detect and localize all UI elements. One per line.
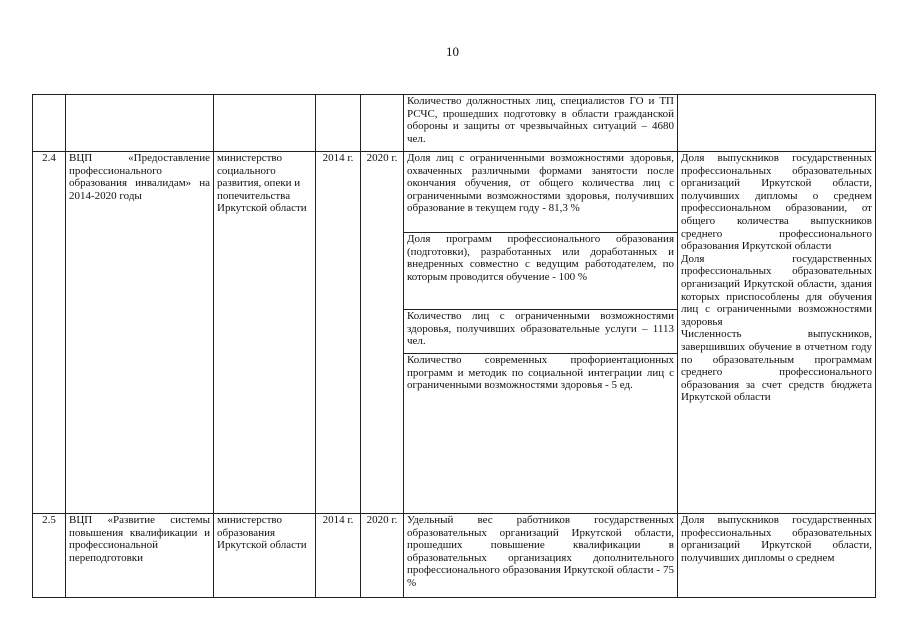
target-item: Количество лиц с ограниченными возможностями здоровья, получивших образовательные услуги – 1113 чел. (404, 309, 677, 353)
indicator-cell (678, 95, 876, 152)
program-cell (66, 95, 214, 152)
executor-cell: министерство образования Иркутской области (214, 514, 316, 598)
end-cell (361, 95, 404, 152)
indicator-item: Доля выпускников государственных профессиональных образовательных организаций Иркутской области, получивших дипломы о среднем профессиональном образовании, от общего количества выпускников среднего профессионального образования Иркутской области (681, 152, 872, 253)
num-cell: 2.4 (33, 152, 66, 514)
target-cell: Количество должностных лиц, специалистов ГО и ТП РСЧС, прошедших подготовку в области гражданской обороны и защиты от чрезвычайных ситуаций – 4680 чел. (404, 95, 678, 152)
start-cell (316, 95, 361, 152)
target-item: Доля лиц с ограниченными возможностями здоровья, охваченных различными формами занятости после окончания обучения, от общего количества лиц с ограниченными возможностями здоровья, получивших образование в текущем году - 81,3 % (407, 152, 674, 215)
target-cell: Удельный вес работников государственных образовательных организаций Иркутской области, прошедших повышение квалификации в образовательных организациях дополнительного профессионального образования Иркутской области - 75 % (404, 514, 678, 598)
table-row (33, 514, 876, 598)
table-row (33, 95, 876, 152)
table-row (33, 152, 876, 514)
target-item: Доля программ профессионального образования (подготовки), разработанных или доработанных и внедренных совместно с ведущим работодателем, по которым проводится обучение - 100 % (404, 232, 677, 309)
program-cell: ВЦП «Предоставление профессионального образования инвалидам» на 2014-2020 годы (66, 152, 214, 514)
executor-cell: министерство социального развития, опеки и попечительства Иркутской области (214, 152, 316, 514)
indicator-item: Численность выпускников, завершивших обучение в отчетном году по образовательным программам среднего профессионального образования за счет средств бюджета Иркутской области (681, 328, 872, 404)
indicators-cell (678, 152, 876, 514)
end-cell: 2020 г. (361, 152, 404, 514)
page-number: 10 (446, 44, 459, 59)
executor-cell (214, 95, 316, 152)
program-table (32, 94, 876, 598)
start-cell: 2014 г. (316, 152, 361, 514)
indicator-cell: Доля выпускников государственных профессиональных образовательных организаций Иркутской области, получивших дипломы о среднем (678, 514, 876, 598)
num-cell: 2.5 (33, 514, 66, 598)
program-cell: ВЦП «Развитие системы повышения квалификации и профессиональной переподготовки (66, 514, 214, 598)
num-cell (33, 95, 66, 152)
targets-cell (404, 152, 678, 514)
start-cell: 2014 г. (316, 514, 361, 598)
target-item: Количество современных профориентационных программ и методик по социальной интеграции лиц с ограниченными возможностями здоровья - 5 ед. (404, 353, 677, 392)
end-cell: 2020 г. (361, 514, 404, 598)
indicator-item: Доля государственных профессиональных образовательных организаций Иркутской области, здания которых приспособлены для обучения лиц с ограниченными возможностями здоровья (681, 252, 872, 328)
